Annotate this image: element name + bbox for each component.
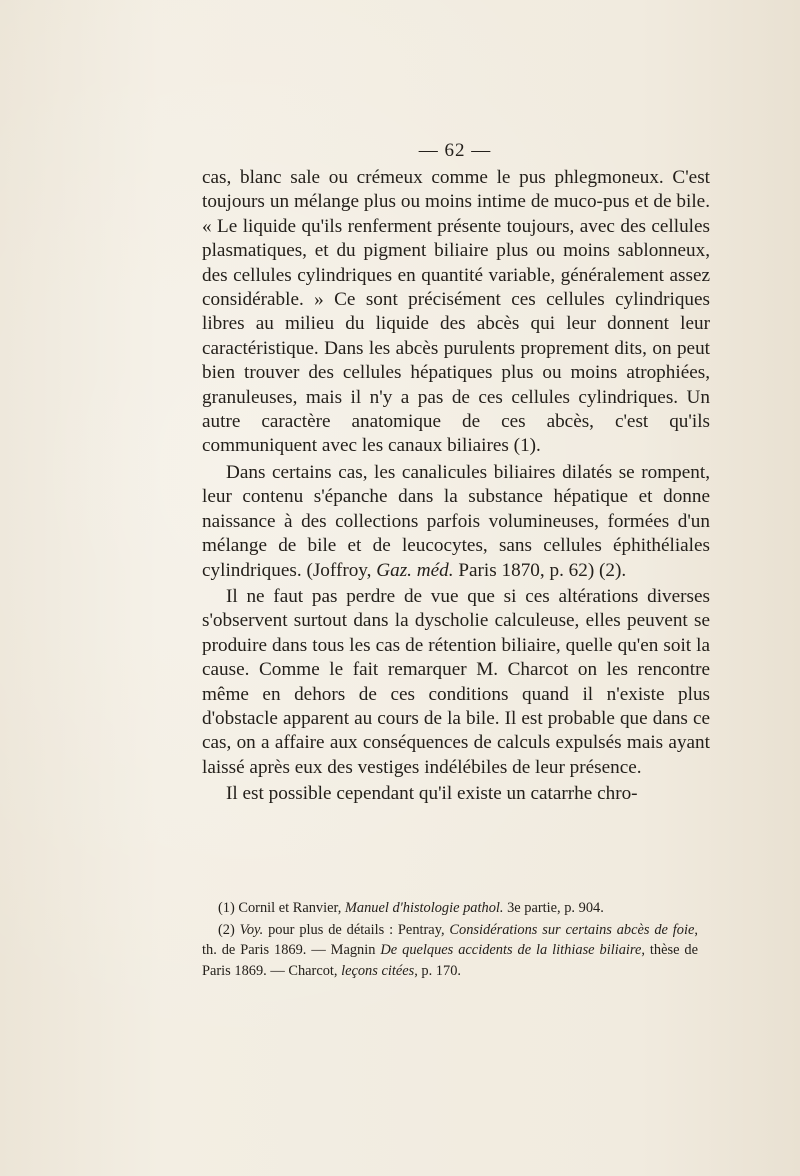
paragraph-2-text-end: Paris 1870, p. 62) (2).	[453, 559, 627, 581]
footnote-2-part: Considérations sur certains abcès de foie	[449, 921, 695, 938]
footnote-2	[202, 920, 698, 982]
footnote-2-marker: (2)	[218, 921, 235, 938]
footnotes	[202, 898, 698, 981]
page-number: — 62 —	[418, 140, 492, 161]
footnote-2-part: , th. de Paris 1869. — Magnin	[202, 921, 698, 958]
paragraph-4: Il est possible cependant qu'il existe un catarrhe chro-	[226, 783, 638, 805]
paragraph-2-italic: Gaz. méd.	[376, 559, 454, 581]
footnote-1-text-end: 3e partie, p. 904.	[503, 900, 604, 916]
main-text	[202, 166, 710, 807]
paragraph-2	[202, 461, 710, 583]
footnote-1-marker: (1)	[218, 900, 235, 916]
footnote-2-part: Voy.	[234, 921, 264, 938]
footnote-1-text: Cornil et Ranvier,	[234, 900, 345, 916]
footnote-2-part: De quelques accidents de la lithiase biliaire	[380, 942, 642, 958]
footnote-1-italic: Manuel d'histologie pathol.	[344, 900, 504, 916]
paragraph-3: Il ne faut pas perdre de vue que si ces altérations diverses s'observent surtout dans la dyscholie calculeuse, elles peuvent se produire dans tous les cas de rétention biliaire, quelle qu'en soit la cause. Comme le fait remarquer M. Charcot on les rencontre même en dehors de ces conditions quand il n'existe plus d'obstacle apparent au cours de la bile. Il est probable que dans ce cas, on a affaire aux conséquences de calculs expulsés mais ayant laissé après eux des vestiges indélébiles de leur présence.	[202, 585, 710, 778]
footnote-2-part: leçons citées	[341, 962, 415, 979]
footnote-2-part: , thèse de Paris 1869. — Charcot,	[202, 942, 698, 979]
paragraph-1: cas, blanc sale ou crémeux comme le pus phlegmoneux. C'est toujours un mélange plus ou moins intime de muco-pus et de bile. « Le liquide qu'ils renferment présente toujours, avec des cellules plasmatiques, et du pigment biliaire plus ou moins sablonneux, des cellules cylindriques en quantité variable, généralement assez considérable. » Ce sont précisément ces cellules cylindriques libres au milieu du liquide des abcès qui leur donnent leur caractéristique. Dans les abcès purulents proprement dits, on peut bien trouver des cellules hépatiques plus ou moins atrophiées, granuleuses, mais il n'y a pas de ces cellules cylindriques. Un autre caractère anatomique de ces abcès, c'est qu'ils communiquent avec les canaux biliaires (1).	[202, 167, 710, 457]
footnote-2-part: pour plus de détails : Pentray,	[263, 921, 450, 938]
paragraph-2-text: Dans certains cas, les canalicules biliaires dilatés se rompent, leur contenu s'épanche dans la substance hépatique et donne naissance à des collections parfois volumineuses, formées d'un mélange de bile et de leucocytes, sans cellules éphithéliales cylindriques. (Joffroy,	[202, 461, 710, 581]
footnote-2-part: , p. 170.	[414, 962, 461, 979]
footnote-1	[202, 898, 698, 919]
